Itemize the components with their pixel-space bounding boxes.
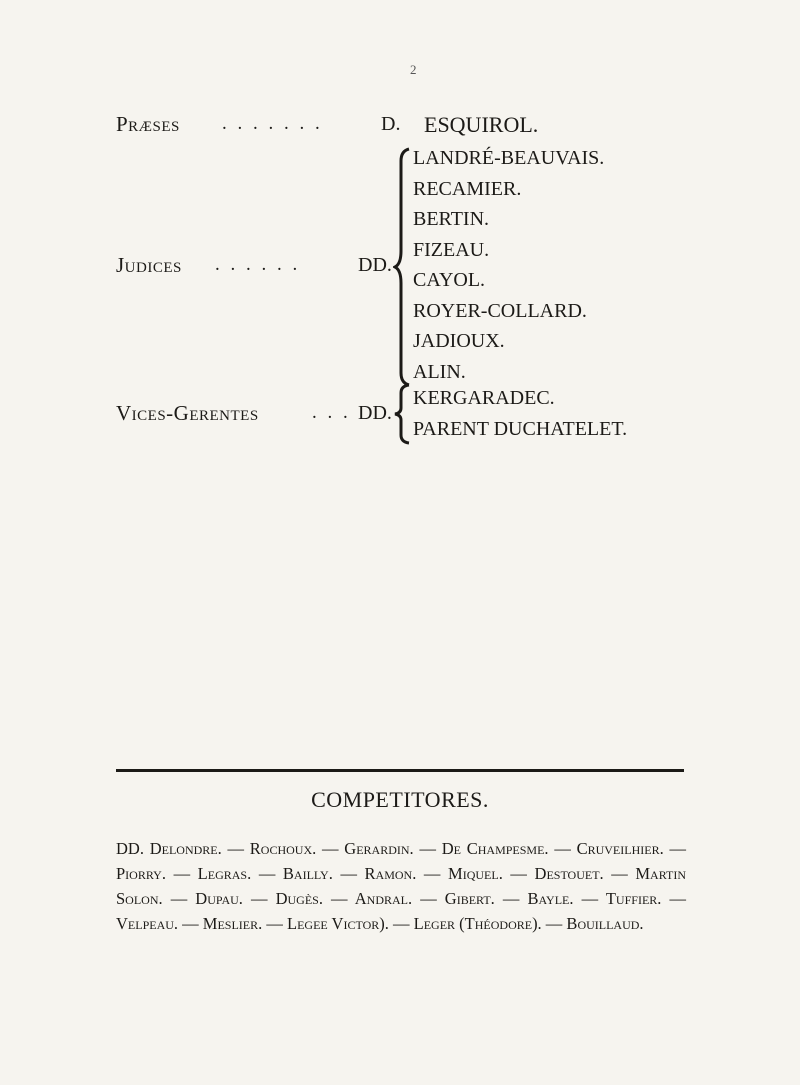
- judex-1: LANDRÉ-BEAUVAIS.: [413, 147, 605, 169]
- judices-label: Judices: [116, 253, 182, 277]
- vice-gerens-2: PARENT DUCHATELET.: [413, 417, 628, 440]
- judices-abbr: DD.: [358, 254, 392, 276]
- page-number: 2: [410, 62, 417, 77]
- praeses-label: Præses: [116, 112, 180, 136]
- judex-6: ROYER-COLLARD.: [413, 299, 587, 322]
- vices-gerentes-dots: . . .: [312, 402, 351, 423]
- judices-list: [413, 143, 604, 387]
- vice-gerens-1: KERGARADEC.: [413, 387, 555, 409]
- judex-3: BERTIN.: [413, 208, 490, 230]
- vices-gerentes-brace: [393, 383, 413, 445]
- divider-rule: [116, 769, 684, 772]
- praeses-abbr: D.: [381, 113, 401, 135]
- judex-4: FIZEAU.: [413, 238, 490, 261]
- judices-dots: . . . . . .: [215, 254, 301, 275]
- vices-gerentes-abbr: DD.: [358, 402, 392, 424]
- judices-brace: [393, 147, 413, 387]
- vices-gerentes-label: Vices-Gerentes: [116, 401, 259, 425]
- judex-5: CAYOL.: [413, 269, 486, 291]
- praeses-name: ESQUIROL.: [424, 112, 539, 137]
- judex-2: RECAMIER.: [413, 177, 522, 200]
- judex-7: JADIOUX.: [413, 330, 505, 352]
- competitores-text: DD. Delondre. — Rochoux. — Gerardin. — De Champesme. — Cruveilhier. — Piorry. — Legras. — Bailly. — Ramon. — Miquel. — Destouet. — Martin Solon. — Dupau. — Dugès. — Andral. — Gibert. — Bayle. — Tuffier. — Velpeau. — Meslier. — Legee Victor). — Leger (Théodore). — Bouillaud.: [116, 839, 686, 933]
- praeses-dots: . . . . . . .: [222, 113, 323, 134]
- judex-8: ALIN.: [413, 360, 466, 383]
- vices-gerentes-list: [413, 383, 627, 444]
- competitores-heading: COMPETITORES.: [311, 787, 489, 812]
